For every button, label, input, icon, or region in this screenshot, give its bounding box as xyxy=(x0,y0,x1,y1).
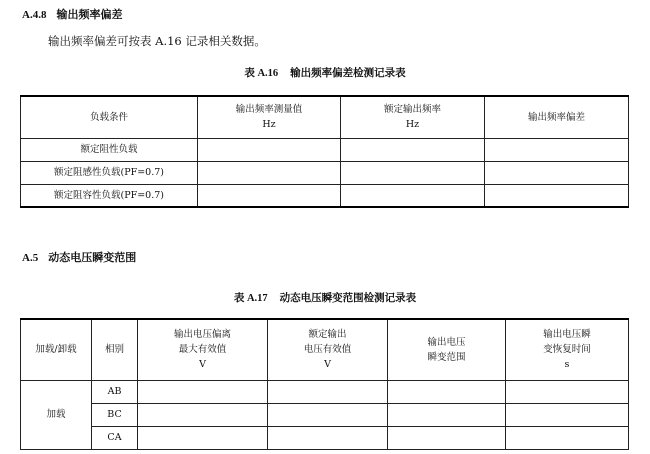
section-number: A.4.8 xyxy=(22,9,47,21)
table-a17-caption xyxy=(0,290,650,305)
caption-title: 动态电压瞬变范围检测记录表 xyxy=(279,292,417,304)
section-number: A.5 xyxy=(22,252,39,264)
table-row xyxy=(21,403,629,426)
phase-cell: CA xyxy=(92,426,138,449)
table-row xyxy=(21,184,629,207)
header-recovery-time: 输出电压瞬 变恢复时间 s xyxy=(506,319,629,380)
empty-cell xyxy=(341,161,485,184)
empty-cell xyxy=(198,138,341,161)
table-row xyxy=(21,426,629,449)
table-a17 xyxy=(20,318,629,450)
empty-cell xyxy=(268,426,388,449)
caption-number: 表 A.17 xyxy=(233,293,268,304)
empty-cell xyxy=(341,184,485,207)
empty-cell xyxy=(506,380,629,403)
table-header-row xyxy=(21,319,629,380)
phase-cell: AB xyxy=(92,380,138,403)
header-frequency-deviation: 输出频率偏差 xyxy=(485,96,629,138)
header-load-condition: 负载条件 xyxy=(21,96,198,138)
section-a5-heading xyxy=(22,249,136,265)
empty-cell xyxy=(388,426,506,449)
table-row xyxy=(21,138,629,161)
empty-cell xyxy=(506,403,629,426)
empty-cell xyxy=(485,161,629,184)
empty-cell xyxy=(138,403,268,426)
header-rated-frequency: 额定输出频率 Hz xyxy=(341,96,485,138)
empty-cell xyxy=(341,138,485,161)
section-title: 动态电压瞬变范围 xyxy=(48,251,137,264)
table-a16-caption xyxy=(0,65,650,80)
header-load-unload: 加载/卸载 xyxy=(21,319,92,380)
table-a16 xyxy=(20,95,629,208)
row-label: 额定阻性负载 xyxy=(21,138,198,161)
table-header-row xyxy=(21,96,629,138)
row-label: 额定阻感性负载(PF=0.7) xyxy=(21,161,198,184)
header-rated-voltage: 额定输出 电压有效值 V xyxy=(268,319,388,380)
caption-number: 表 A.16 xyxy=(244,68,279,79)
empty-cell xyxy=(198,184,341,207)
empty-cell xyxy=(268,403,388,426)
empty-cell xyxy=(506,426,629,449)
empty-cell xyxy=(138,380,268,403)
empty-cell xyxy=(198,161,341,184)
table-row xyxy=(21,161,629,184)
caption-title: 输出频率偏差检测记录表 xyxy=(290,67,406,79)
empty-cell xyxy=(388,380,506,403)
row-label: 额定阻容性负载(PF=0.7) xyxy=(21,184,198,207)
header-transient-range: 输出电压 瞬变范围 xyxy=(388,319,506,380)
load-label-cell: 加载 xyxy=(21,380,92,449)
table-row xyxy=(21,380,629,403)
header-phase: 相别 xyxy=(92,319,138,380)
header-measured-frequency: 输出频率测量值 Hz xyxy=(198,96,341,138)
header-max-deviation: 输出电压偏离 最大有效值 V xyxy=(138,319,268,380)
body-paragraph: 输出频率偏差可按表 A.16 记录相关数据。 xyxy=(48,34,266,48)
empty-cell xyxy=(268,380,388,403)
empty-cell xyxy=(485,184,629,207)
section-title: 输出频率偏差 xyxy=(56,8,123,21)
phase-cell: BC xyxy=(92,403,138,426)
empty-cell xyxy=(485,138,629,161)
section-a48-heading xyxy=(22,6,122,22)
empty-cell xyxy=(388,403,506,426)
empty-cell xyxy=(138,426,268,449)
